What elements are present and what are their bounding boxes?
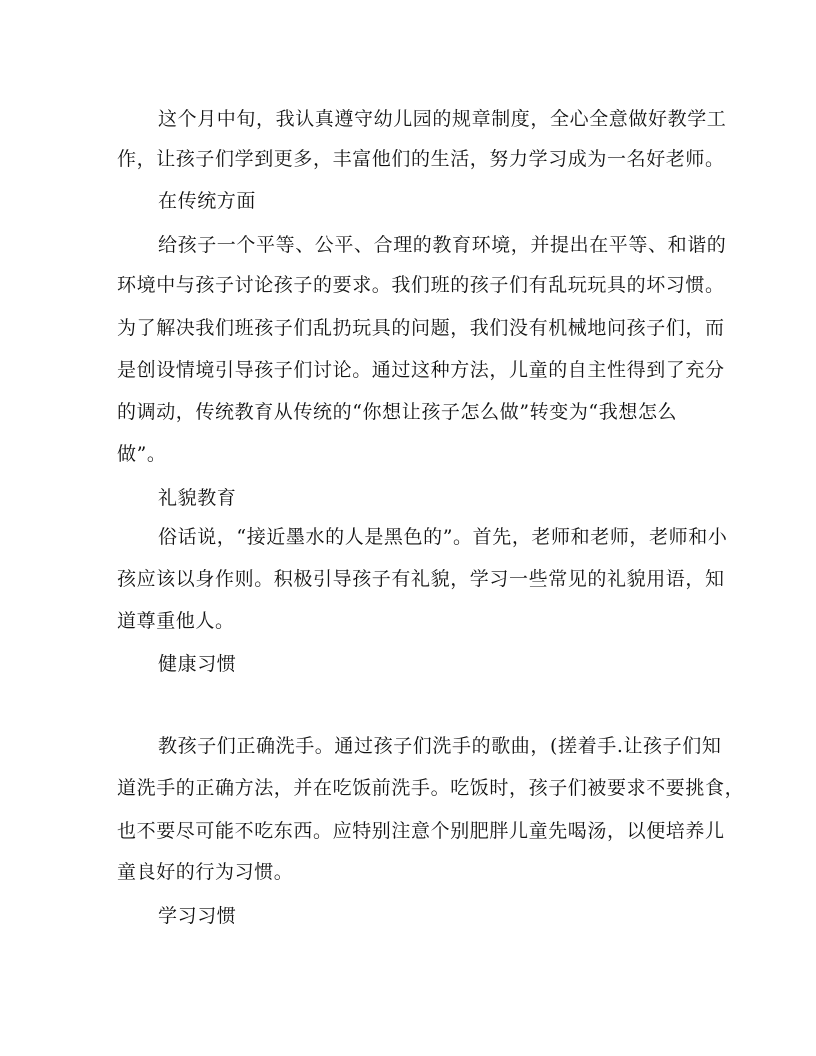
paragraph-2-line-5: 的调动，传统教育从传统的“你想让孩子怎么做”转变为“我想怎么 — [117, 401, 678, 423]
paragraph-4-line-4: 童良好的行为习惯。 — [117, 861, 294, 883]
paragraph-3-line-3: 道尊重他人。 — [117, 610, 235, 632]
paragraph-3-line-1: 俗话说，“接近墨水的人是黑色的”。首先，老师和老师，老师和小 — [158, 526, 728, 548]
paragraph-1-line-2: 作，让孩子们学到更多，丰富他们的生活，努力学习成为一名好老师。 — [117, 148, 725, 170]
paragraph-2-line-6: 做”。 — [117, 443, 167, 465]
paragraph-2-line-4: 是创设情境引导孩子们讨论。通过这种方法，儿童的自主性得到了充分 — [117, 359, 725, 381]
paragraph-2-line-1: 给孩子一个平等、公平、合理的教育环境，并提出在平等、和谐的 — [158, 234, 727, 256]
section-heading-courtesy: 礼貌教育 — [158, 487, 237, 509]
section-heading-tradition: 在传统方面 — [158, 190, 257, 212]
paragraph-4-line-2: 道洗手的正确方法，并在吃饭前洗手。吃饭时，孩子们被要求不要挑食， — [117, 777, 745, 799]
section-heading-study: 学习习惯 — [158, 905, 237, 927]
paragraph-2-line-3: 为了解决我们班孩子们乱扔玩具的问题，我们没有机械地问孩子们，而 — [117, 317, 725, 339]
paragraph-1-line-1: 这个月中旬，我认真遵守幼儿园的规章制度，全心全意做好教学工 — [158, 108, 727, 130]
paragraph-4-line-3: 也不要尽可能不吃东西。应特别注意个别肥胖儿童先喝汤，以便培养儿 — [117, 820, 725, 842]
section-heading-health: 健康习惯 — [158, 653, 237, 675]
paragraph-4-line-1: 教孩子们正确洗手。通过孩子们洗手的歌曲，(搓着手.让孩子们知 — [158, 735, 722, 757]
paragraph-3-line-2: 孩应该以身作则。积极引导孩子有礼貌，学习一些常见的礼貌用语，知 — [117, 568, 725, 590]
paragraph-2-line-2: 环境中与孩子讨论孩子的要求。我们班的孩子们有乱玩玩具的坏习惯。 — [117, 274, 725, 296]
